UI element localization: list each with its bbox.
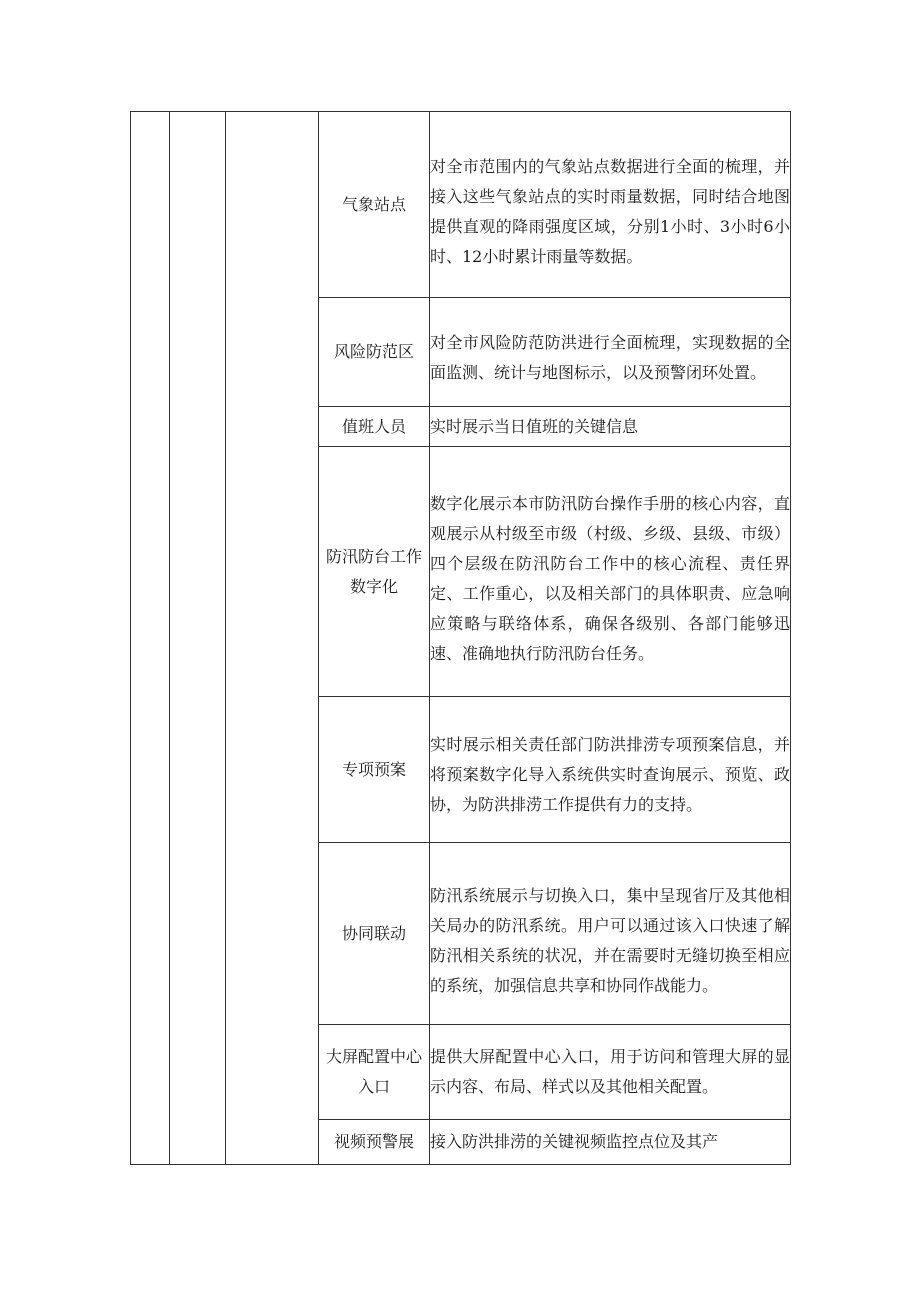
item-description (430, 112, 791, 298)
item-description (430, 447, 791, 697)
item-name: 气象站点 (319, 112, 430, 298)
item-description: 接入防洪排涝的关键视频监控点位及其产 (430, 1120, 791, 1165)
item-name: 值班人员 (319, 407, 430, 447)
item-name: 风险防范区 (319, 298, 430, 407)
item-name: 协同联动 (319, 843, 430, 1025)
item-description-text: 防汛系统展示与切换入口，集中呈现省厅及其他相关局办的防汛系统。用户可以通过该入口快速了解防汛相关系统的状况，并在需要时无缝切换至相应的系统，加强信息共享和协同作战能力。 (430, 885, 790, 995)
empty-cell-col2 (170, 112, 226, 1165)
item-name: 专项预案 (319, 697, 430, 843)
item-description: 提供大屏配置中心入口，用于访问和管理大屏的显示内容、布局、样式以及其他相关配置。 (430, 1025, 791, 1120)
item-description: 实时展示当日值班的关键信息 (430, 407, 791, 447)
item-name: 大屏配置中心入口 (319, 1025, 430, 1120)
empty-cell-col1 (131, 112, 170, 1165)
empty-cell-col3 (226, 112, 319, 1165)
item-description-text: 对全市范围内的气象站点数据进行全面的梳理，并接入这些气象站点的实时雨量数据，同时结合地图提供直观的降雨强度区域，分别1小时、3小时6小时、12小时累计雨量等数据。 (430, 156, 790, 266)
item-name: 防汛防台工作数字化 (319, 447, 430, 697)
item-description-text: 实时展示相关责任部门防洪排涝专项预案信息，并将预案数字化导入系统供实时查询展示、预览、政协，为防洪排涝工作提供有力的支持。 (430, 734, 790, 814)
item-description (430, 697, 791, 843)
item-description (430, 298, 791, 407)
item-description (430, 843, 791, 1025)
function-table (130, 111, 791, 1165)
item-description-text: 对全市风险防范防洪进行全面梳理，实现数据的全面监测、统计与地图标示，以及预警闭环处置。 (430, 333, 790, 382)
item-description-text: 数字化展示本市防汛防台操作手册的核心内容，直观展示从村级至市级（村级、乡级、县级、市级）四个层级在防汛防台工作中的核心流程、责任界定、工作重心，以及相关部门的具体职责、应急响应策略与联络体系，确保各级别、各部门能够迅速、准确地执行防汛防台任务。 (430, 493, 790, 663)
item-name: 视频预警展 (319, 1120, 430, 1165)
table-row (131, 112, 791, 298)
